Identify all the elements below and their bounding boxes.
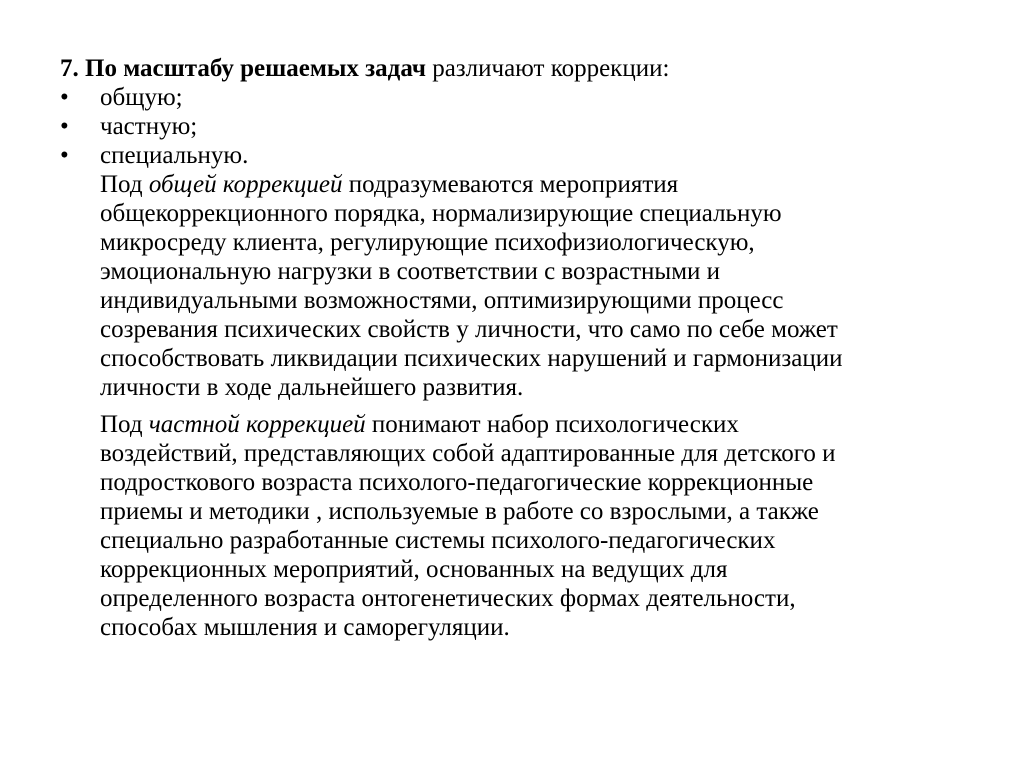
correction-types-list — [60, 83, 960, 170]
paragraph-line-rest: понимают набор психологических — [365, 411, 739, 438]
section-heading-title: 7. По масштабу решаемых задач — [60, 55, 426, 82]
bullet-icon: • — [60, 113, 69, 140]
paragraph-line: микросреду клиента, регулирующие психофизиологическую, — [100, 229, 755, 256]
paragraph-line: способствовать ликвидации психических нарушений и гармонизации — [100, 345, 843, 372]
paragraph-spacer — [60, 402, 960, 410]
list-item-label: специальную. — [100, 142, 249, 169]
slide-content — [60, 54, 960, 642]
paragraph-line: коррекционных мероприятий, основанных на ведущих для — [100, 556, 728, 583]
paragraph-particular-correction — [100, 410, 960, 642]
bullet-icon: • — [60, 84, 69, 111]
paragraph-line: общекоррекционного порядка, нормализирующие специальную — [100, 200, 782, 227]
list-item-label: частную; — [100, 113, 198, 140]
paragraph-line: индивидуальными возможностями, оптимизирующими процесс — [100, 287, 784, 314]
paragraph-line: специально разработанные системы психолого-педагогических — [100, 527, 776, 554]
paragraph-line — [100, 410, 960, 439]
list-item-special — [60, 141, 960, 170]
term-particular-correction: частной коррекцией — [148, 411, 366, 438]
paragraph-line: эмоциональную нагрузки в соответствии с возрастными и — [100, 258, 721, 285]
section-heading — [60, 54, 960, 83]
paragraph-line: созревания психических свойств у личности, что само по себе может — [100, 316, 838, 343]
paragraph-line: воздействий, представляющих собой адаптированные для детского и — [100, 440, 836, 467]
bullet-icon: • — [60, 142, 69, 169]
term-general-correction: общей коррекцией — [148, 171, 343, 198]
list-item-general — [60, 83, 960, 112]
paragraph-line: личности в ходе дальнейшего развития. — [100, 374, 524, 401]
paragraph-line — [100, 170, 960, 199]
paragraph-line: определенного возраста онтогенетических формах деятельности, — [100, 585, 796, 612]
list-item-label: общую; — [100, 84, 183, 111]
section-heading-rest: различают коррекции: — [425, 55, 670, 82]
paragraph-line-rest: подразумеваются мероприятия — [342, 171, 679, 198]
list-item-particular — [60, 112, 960, 141]
paragraph-general-correction — [100, 170, 960, 402]
paragraph-line: способах мышления и саморегуляции. — [100, 614, 510, 641]
paragraph-lead: Под — [100, 171, 149, 198]
paragraph-line: подросткового возраста психолого-педагогические коррекционные — [100, 469, 814, 496]
paragraph-lead: Под — [100, 411, 149, 438]
paragraph-line: приемы и методики , используемые в работе со взрослыми, а также — [100, 498, 819, 525]
